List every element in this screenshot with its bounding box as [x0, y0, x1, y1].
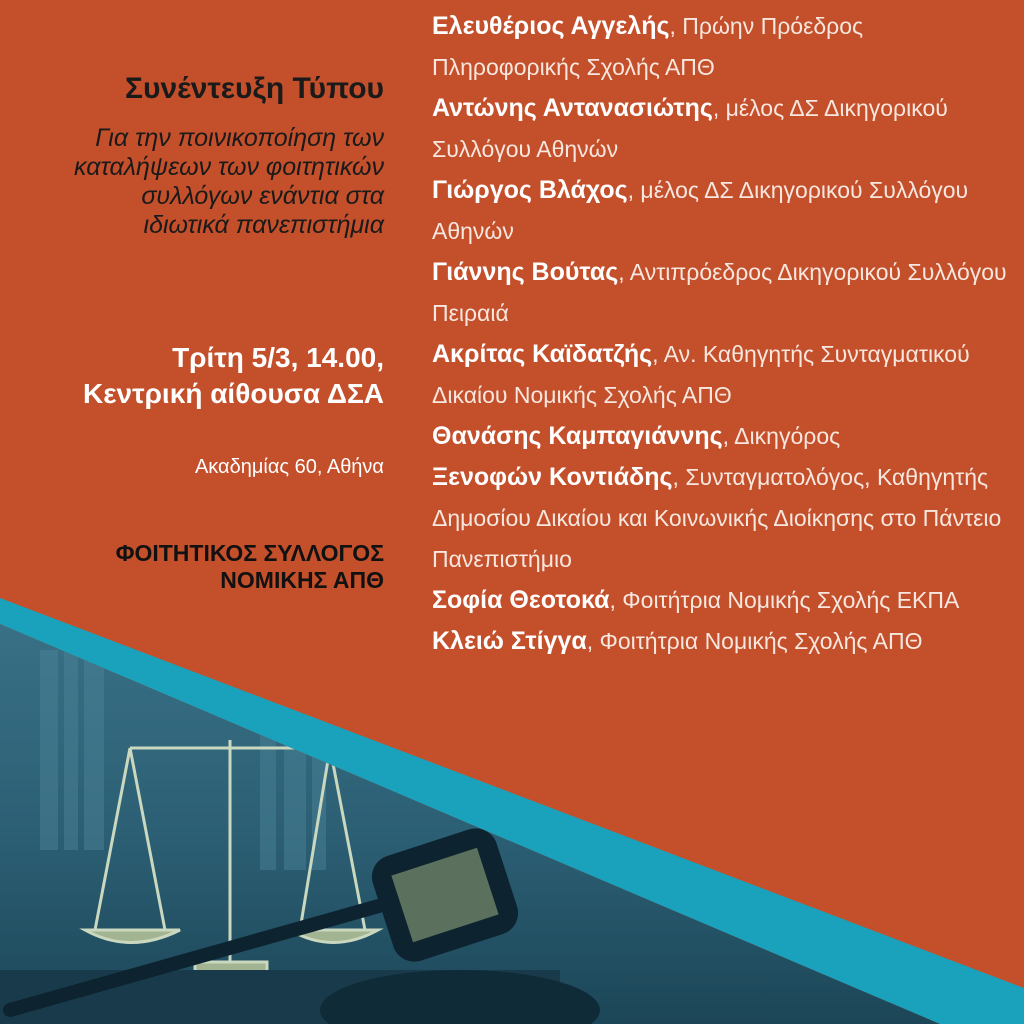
speaker-role: , μέλος ΔΣ Δικηγορικού Συλλόγου Αθηνών: [432, 177, 969, 244]
speaker-role: , Συνταγματολόγος, Καθηγητής Δημοσίου Δικαίου και Κοινωνικής Διοίκησης στο Πάντειο Πανεπιστήμιο: [432, 464, 1002, 572]
speaker-role: , Αντιπρόεδρος Δικηγορικού Συλλόγου Πειραιά: [432, 259, 1007, 326]
speaker-role: , μέλος ΔΣ Δικηγορικού Συλλόγου Αθηνών: [432, 95, 948, 162]
speaker-role: , Πρώην Πρόεδρος Πληροφορικής Σχολής ΑΠΘ: [432, 13, 864, 80]
speaker-role: , Δικηγόρος: [722, 423, 841, 449]
speaker-name: Γιάννης Βούτας: [432, 258, 619, 286]
speaker-item: [432, 580, 1012, 621]
press-conference-title: Συνέντευξη Τύπου: [125, 72, 384, 105]
speaker-item: [432, 88, 1012, 170]
event-subtitle: Για την ποινικοποίηση των καταλήψεων των φοιτητικών συλλόγων ενάντια στα ιδιωτικά πανεπιστήμια: [74, 124, 384, 239]
speaker-item: [432, 6, 1012, 88]
speaker-name: Θανάσης Καμπαγιάννης: [432, 422, 723, 450]
speaker-role: , Φοιτήτρια Νομικής Σχολής ΕΚΠΑ: [609, 587, 960, 613]
speaker-item: [432, 334, 1012, 416]
speaker-item: [432, 252, 1012, 334]
speaker-role: , Αν. Καθηγητής Συνταγματικού Δικαίου Νομικής Σχολής ΑΠΘ: [432, 341, 970, 408]
speaker-name: Σοφία Θεοτοκά: [432, 586, 610, 614]
speaker-name: Ξενοφών Κοντιάδης: [432, 463, 673, 491]
organizer-name: ΦΟΙΤΗΤΙΚΟΣ ΣΥΛΛΟΓΟΣ ΝΟΜΙΚΗΣ ΑΠΘ: [115, 540, 384, 593]
speaker-name: Ακρίτας Καϊδατζής: [432, 340, 653, 368]
event-datetime-venue: Τρίτη 5/3, 14.00, Κεντρική αίθουσα ΔΣΑ: [83, 342, 384, 409]
speaker-name: Γιώργος Βλάχος: [432, 176, 628, 204]
speaker-name: Κλειώ Στίγγα: [432, 627, 587, 655]
speaker-item: [432, 416, 1012, 457]
event-address: Ακαδημίας 60, Αθήνα: [194, 456, 384, 478]
speaker-name: Ελευθέριος Αγγελής: [432, 12, 670, 40]
speaker-role: , Φοιτήτρια Νομικής Σχολής ΑΠΘ: [586, 628, 923, 654]
speaker-item: [432, 621, 1012, 662]
speakers-list: [432, 6, 1012, 662]
speaker-name: Αντώνης Αντανασιώτης: [432, 94, 713, 122]
speaker-item: [432, 170, 1012, 252]
speaker-item: [432, 457, 1012, 580]
